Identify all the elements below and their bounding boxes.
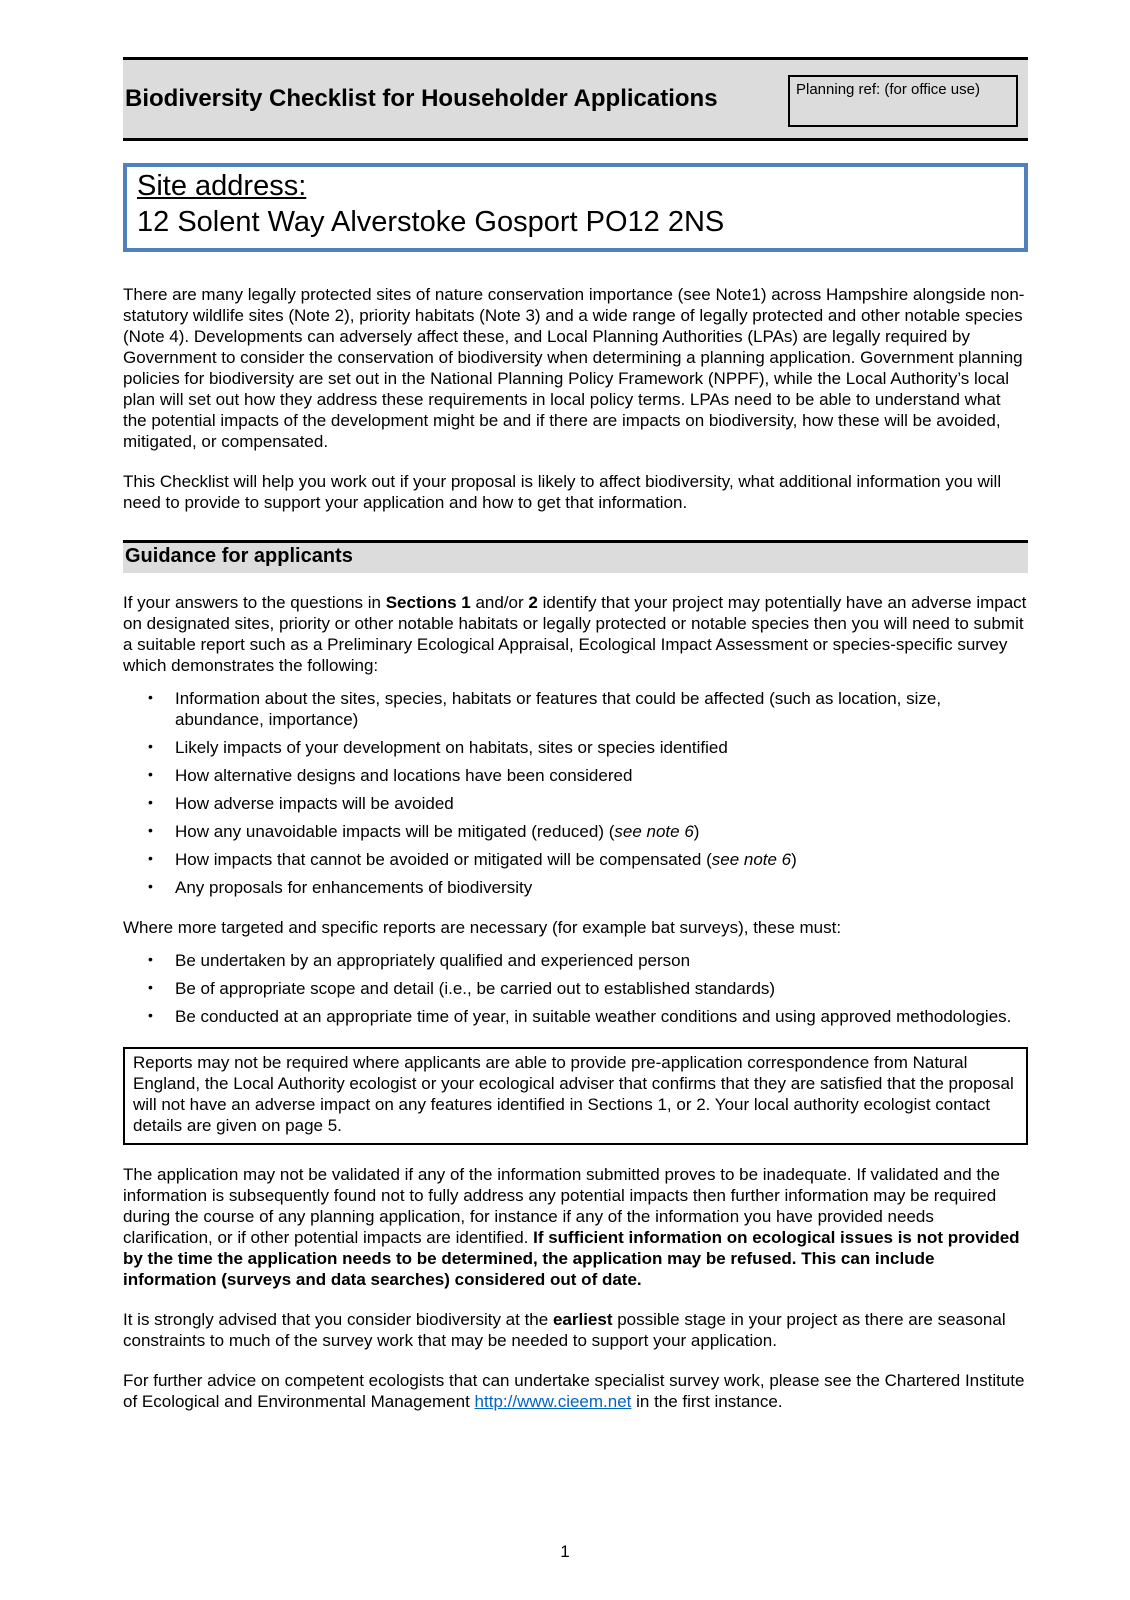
cieem-link[interactable]: http://www.cieem.net <box>474 1392 632 1411</box>
list-item <box>148 765 1028 786</box>
text-segment: in the first instance. <box>631 1392 783 1411</box>
page-footer <box>0 1542 1130 1562</box>
text-segment-bold: earliest <box>552 1310 613 1329</box>
text-segment: identify that your project may potentially have an adverse impact on designated sites, priority or other notable habitats or legally protected or notable species then you will need to submit a suitable report such as a Preliminary Ecological Appraisal, Ecological Impact Assessment or species-specific survey which demonstrates the following: <box>123 593 1027 675</box>
site-address-value: 12 Solent Way Alverstoke Gosport PO12 2NS <box>137 206 725 238</box>
document-header <box>123 57 1028 141</box>
text-segment: Any proposals for enhancements of biodiversity <box>175 878 533 897</box>
further-advice-paragraph <box>123 1370 1028 1412</box>
text-segment: For further advice on competent ecologists that can undertake specialist survey work, please see the Chartered Institute of Ecological and Environmental Management <box>123 1371 1025 1411</box>
list-item <box>148 950 1028 971</box>
advice-paragraph <box>123 1309 1028 1351</box>
intro-paragraph-2: This Checklist will help you work out if your proposal is likely to affect biodiversity, what additional information you will need to provide to support your application and how to get that information. <box>123 472 1002 512</box>
text-segment: Likely impacts of your development on habitats, sites or species identified <box>175 738 728 757</box>
site-address-box[interactable] <box>123 163 1028 252</box>
targeted-reports-list <box>123 950 1028 1027</box>
list-item <box>148 821 1028 842</box>
list-item <box>148 978 1028 999</box>
guidance-section-band <box>123 540 1028 573</box>
list-item <box>148 849 1028 870</box>
validation-paragraph <box>123 1164 1028 1290</box>
list-item <box>148 737 1028 758</box>
list-item <box>148 877 1028 898</box>
text-segment: Information about the sites, species, habitats or features that could be affected (such as location, size, abundance, importance) <box>175 689 942 729</box>
guidance-intro-paragraph <box>123 592 1028 676</box>
text-segment: How impacts that cannot be avoided or mitigated will be compensated ( <box>175 850 712 869</box>
text-segment: possible stage in your project as there are seasonal constraints to much of the survey work that may be needed to support your application. <box>123 1310 1006 1350</box>
planning-ref-box[interactable] <box>788 75 1018 127</box>
text-segment: It is strongly advised that you consider biodiversity at the <box>123 1310 553 1329</box>
text-segment-bold: Sections 1 <box>385 593 471 612</box>
text-segment: Be of appropriate scope and detail (i.e., be carried out to established standards) <box>175 979 776 998</box>
targeted-reports-intro: Where more targeted and specific reports are necessary (for example bat surveys), these must: <box>123 918 842 937</box>
text-segment-italic: see note 6 <box>711 850 792 869</box>
text-segment: and/or <box>470 593 529 612</box>
text-segment-bold: 2 <box>528 593 538 612</box>
page-number: 1 <box>560 1542 570 1561</box>
text-segment: How alternative designs and locations have been considered <box>175 766 633 785</box>
list-item <box>148 688 1028 730</box>
text-segment-italic: see note 6 <box>614 822 694 841</box>
text-segment: How adverse impacts will be avoided <box>175 794 454 813</box>
intro-paragraph-1: There are many legally protected sites of nature conservation importance (see Note1) across Hampshire alongside non-statutory wildlife sites (Note 2), priority habitats (Note 3) and a wide range of legally protected and other notable species (Note 4). Developments can adversely affect these, and Local Planning Authorities (LPAs) are legally required by Government to consider the conservation of biodiversity when determining a planning application. Government planning policies for biodiversity are set out in the National Planning Policy Framework (NPPF), while the Local Authority’s local plan will set out how they address these requirements in local policy terms. LPAs need to be able to understand what the potential impacts of the development might be and if there are impacts on biodiversity, how these will be avoided, mitigated, or compensated. <box>123 285 1025 451</box>
page-title: Biodiversity Checklist for Householder Applications <box>125 85 718 112</box>
reports-exemption-note: Reports may not be required where applicants are able to provide pre-application correspondence from Natural England, the Local Authority ecologist or your ecological adviser that confirms that they are satisfied that the proposal will not have an adverse impact on any features identified in Sections 1, or 2. Your local authority ecologist contact details are given on page 5. <box>123 1047 1028 1145</box>
text-segment: If your answers to the questions in <box>123 593 386 612</box>
text-segment: The application may not be validated if any of the information submitted proves to be inadequate. If validated and the information is subsequently found not to fully address any potential impacts then further information may be required during the course of any planning application, for instance if any of the information you have provided needs clarification, or if other potential impacts are identified. <box>123 1165 1001 1247</box>
list-item <box>148 793 1028 814</box>
text-segment: Be undertaken by an appropriately qualified and experienced person <box>175 951 691 970</box>
text-segment: How any unavoidable impacts will be mitigated (reduced) ( <box>175 822 615 841</box>
text-segment: ) <box>791 850 797 869</box>
planning-ref-label: Planning ref: (for office use) <box>796 81 980 98</box>
site-address-label: Site address: <box>137 170 307 202</box>
text-segment-bold: If sufficient information on ecological issues is not provided by the time the application needs to be determined, the application may be refused. This can include information (surveys and data searches) considered out of date. <box>123 1228 1020 1289</box>
text-segment: Be conducted at an appropriate time of year, in suitable weather conditions and using approved methodologies. <box>175 1007 1012 1026</box>
report-requirements-list <box>123 688 1028 898</box>
guidance-heading: Guidance for applicants <box>125 545 353 567</box>
list-item <box>148 1006 1028 1027</box>
text-segment: ) <box>693 822 700 841</box>
